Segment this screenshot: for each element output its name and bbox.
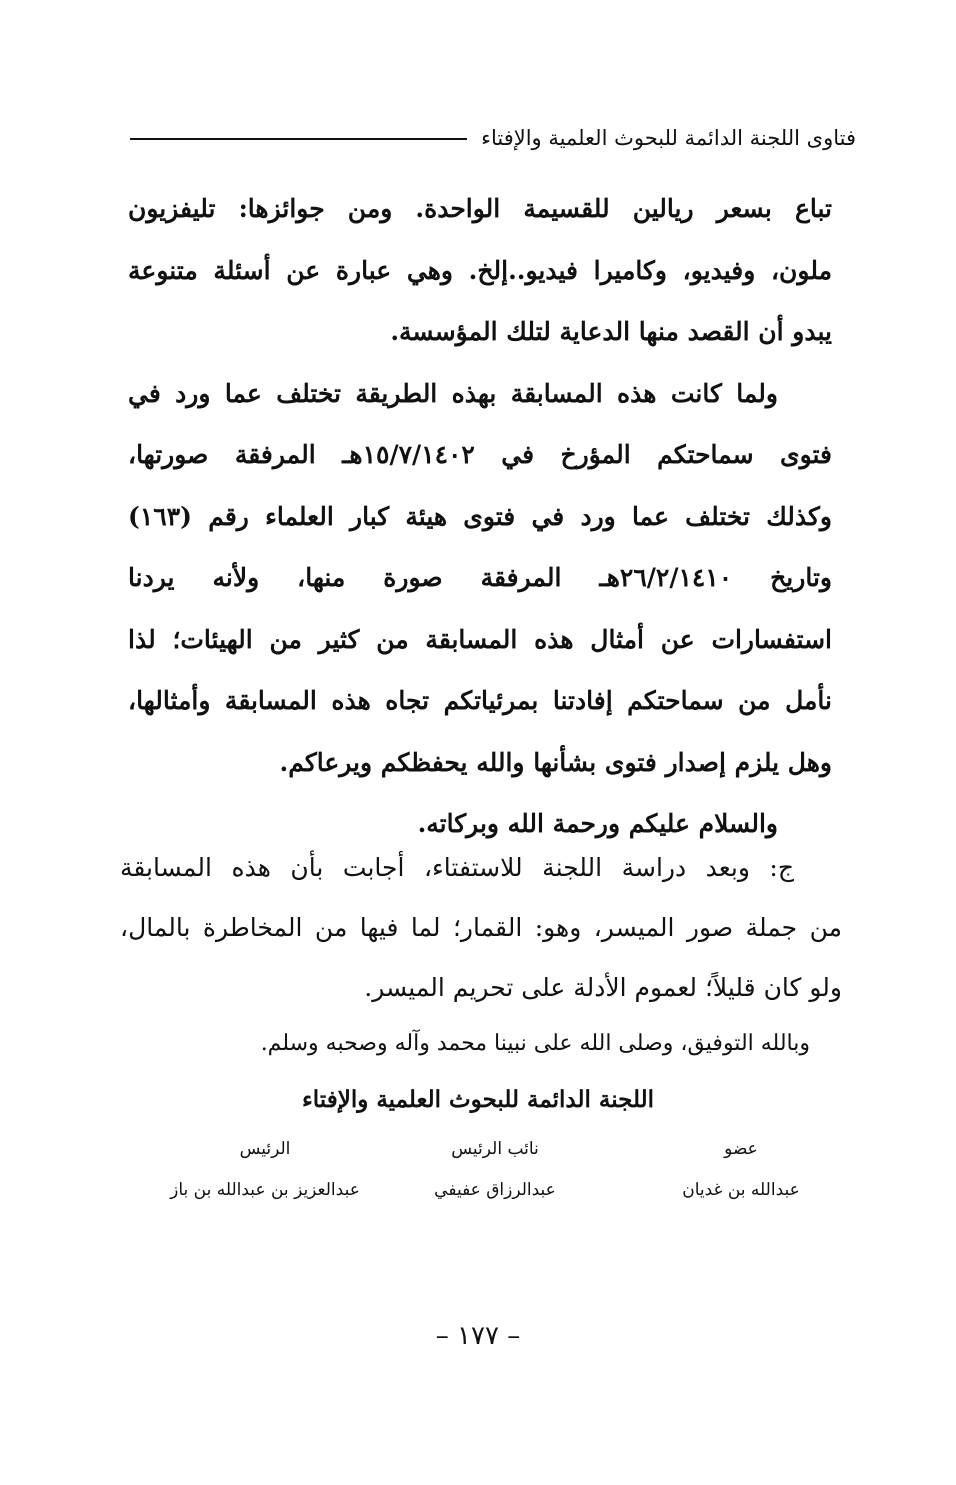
page-number: – ١٧٧ –: [435, 1321, 521, 1351]
question-line: ملون، وفيديو، وكاميرا فيديو..إلخ. وهي عبارة عن أسئلة متنوعة: [128, 255, 832, 285]
question-line: يبدو أن القصد منها الدعاية لتلك المؤسسة.: [390, 317, 832, 346]
signatory-role: الرئيس: [239, 1139, 291, 1159]
signatory-vice-chair: [420, 1134, 570, 1210]
question-greeting: والسلام عليكم ورحمة الله وبركاته.: [417, 809, 778, 838]
question-line: نأمل من سماحتكم إفادتنا بمرئياتكم تجاه هذه المسابقة وأمثالها،: [128, 686, 832, 715]
header-rule: [130, 138, 467, 140]
answer-line: من جملة صور الميسر، وهو: القمار؛ لما فيها من المخاطرة بالمال،: [120, 913, 842, 942]
committee-name: اللجنة الدائمة للبحوث العلمية والإفتاء: [301, 1086, 655, 1113]
question-line: فتوى سماحتكم المؤرخ في ١٥/٧/١٤٠٢هـ المرفقة صورتها،: [128, 440, 832, 469]
question-line: وتاريخ ٢٦/٢/١٤١٠هـ المرفقة صورة منها، ولأنه يردنا: [128, 563, 832, 592]
question-text: [128, 178, 832, 855]
answer-line: ج: وبعد دراسة اللجنة للاستفتاء، أجابت بأن هذه المسابقة: [120, 853, 794, 882]
answer-text: [120, 838, 842, 1018]
question-line: وهل يلزم إصدار فتوى بشأنها والله يحفظكم ويرعاكم.: [279, 747, 832, 777]
question-line: ولما كانت هذه المسابقة بهذه الطريقة تختلف عما ورد في: [128, 378, 778, 408]
closing-line: وبالله التوفيق، وصلى الله على نبينا محمد وآله وصحبه وسلم.: [260, 1031, 810, 1056]
signatory-role: نائب الرئيس: [451, 1139, 539, 1159]
question-line: تباع بسعر ريالين للقسيمة الواحدة. ومن جوائزها: تليفزيون: [128, 194, 832, 223]
answer-line: ولو كان قليلاً؛ لعموم الأدلة على تحريم الميسر.: [364, 973, 842, 1002]
running-header-title: فتاوى اللجنة الدائمة للبحوث العلمية والإفتاء: [481, 126, 856, 150]
signatory-member: [676, 1134, 806, 1210]
question-line: وكذلك تختلف عما ورد في فتوى هيئة كبار العلماء رقم (١٦٣): [128, 501, 832, 531]
signatory-chair: [150, 1134, 380, 1210]
signatures: [150, 1134, 806, 1214]
signatory-name: عبدالعزيز بن عبدالله بن باز: [170, 1180, 360, 1200]
signatory-name: عبدالرزاق عفيفي: [434, 1180, 556, 1200]
signatory-name: عبدالله بن غديان: [682, 1180, 800, 1200]
question-line: استفسارات عن أمثال هذه المسابقة من كثير من الهيئات؛ لذا: [128, 624, 832, 654]
signatory-role: عضو: [724, 1139, 758, 1159]
running-header: [130, 118, 856, 158]
